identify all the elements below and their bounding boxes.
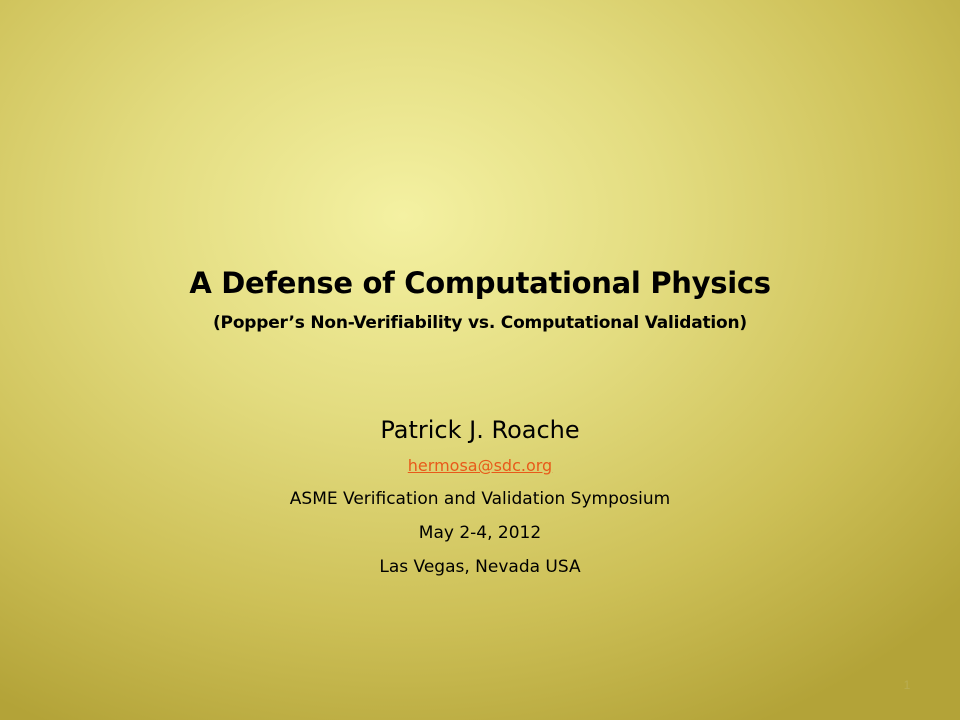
author-info <box>100 410 860 584</box>
title-block <box>60 262 900 336</box>
event-location: Las Vegas, Nevada USA <box>379 557 581 577</box>
event-name: ASME Verification and Validation Symposium <box>289 489 671 509</box>
email-link[interactable]: hermosa@sdc.org <box>407 456 553 475</box>
page-number: 1 <box>903 678 911 692</box>
slide-subtitle: (Popper’s Non-Verifiability vs. Computational Validation) <box>212 313 747 333</box>
slide-title: A Defense of Computational Physics <box>189 266 771 300</box>
author-name: Patrick J. Roache <box>380 416 580 444</box>
event-date: May 2-4, 2012 <box>418 523 542 543</box>
